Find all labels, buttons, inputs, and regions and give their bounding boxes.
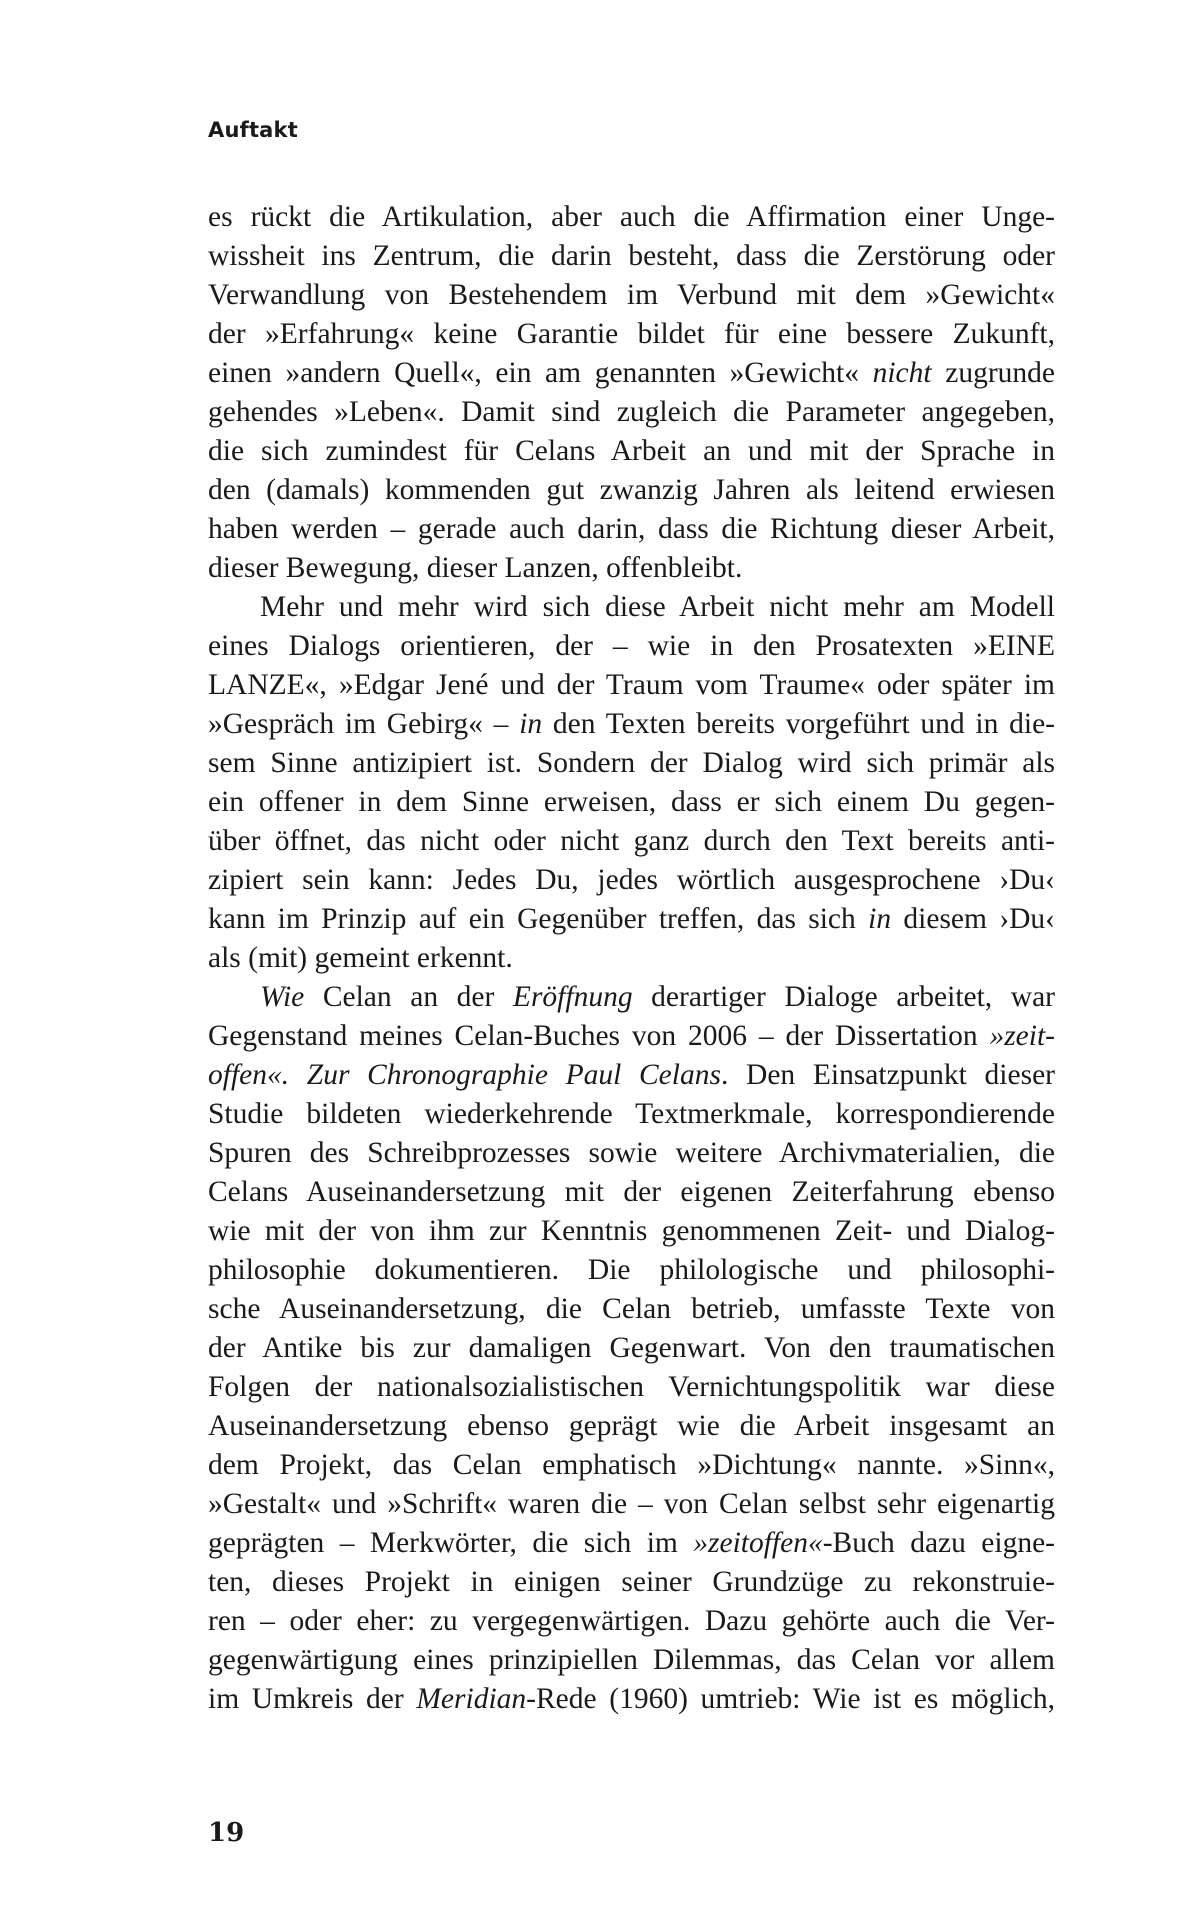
text-segment: über öffnet, das nicht oder nicht ganz durch den Text bereits anti-: [208, 825, 1055, 857]
text-segment: Verwandlung von Bestehendem im Verbund mit dem »Gewicht«: [208, 279, 1055, 311]
text-segment: gegenwärtigung eines prinzipiellen Dilemmas, das Celan vor allem: [208, 1644, 1055, 1676]
text-segment: Celan an der: [304, 981, 513, 1013]
text-line: [208, 1212, 1055, 1251]
text-segment: kann im Prinzip auf ein Gegenüber treffen, das sich: [208, 903, 869, 935]
italic-text: Meridian: [416, 1683, 527, 1715]
text-segment: ten, dieses Projekt in einigen seiner Grundzüge zu rekonstruie-: [208, 1566, 1055, 1598]
text-line: [208, 1446, 1055, 1485]
text-segment: philosophie dokumentieren. Die philologische und philosophi-: [208, 1254, 1055, 1286]
text-line: [208, 627, 1055, 666]
text-line: [208, 939, 1055, 978]
italic-text: offen«. Zur Chronographie Paul Celans: [208, 1059, 721, 1091]
text-segment: zugrunde: [931, 357, 1055, 389]
text-line: [208, 1095, 1055, 1134]
text-segment: ren – oder eher: zu vergegenwärtigen. Dazu gehörte auch die Ver-: [208, 1605, 1055, 1637]
italic-text: »zeitoffen«: [693, 1527, 823, 1559]
text-segment: den (damals) kommenden gut zwanzig Jahren als leitend erwiesen: [208, 474, 1055, 506]
text-line: [208, 1368, 1055, 1407]
text-segment: im Umkreis der: [208, 1683, 417, 1715]
text-segment: ein offener in dem Sinne erweisen, dass er sich einem Du gegen-: [208, 786, 1055, 818]
text-line: [208, 315, 1055, 354]
text-line: [208, 510, 1055, 549]
text-segment: Auseinandersetzung ebenso geprägt wie die Arbeit insgesamt an: [208, 1410, 1055, 1442]
text-segment: sem Sinne antizipiert ist. Sondern der Dialog wird sich primär als: [208, 747, 1055, 779]
body-text: [208, 198, 1055, 1719]
text-segment: einen »andern Quell«, ein am genannten »Gewicht«: [208, 357, 873, 389]
text-segment: Gegenstand meines Celan-Buches von 2006 – der Dissertation: [208, 1020, 990, 1052]
text-line: [208, 1485, 1055, 1524]
text-segment: Mehr und mehr wird sich diese Arbeit nicht mehr am Modell: [260, 591, 1055, 623]
text-segment: »Gespräch im Gebirg« –: [208, 708, 520, 740]
text-line: [208, 1329, 1055, 1368]
text-line: [208, 744, 1055, 783]
italic-text: nicht: [872, 357, 932, 389]
text-segment: -Rede (1960) umtrieb: Wie ist es möglich,: [526, 1683, 1055, 1715]
text-segment: geprägten – Merkwörter, die sich im: [208, 1527, 694, 1559]
text-line: [208, 1251, 1055, 1290]
text-segment: sche Auseinandersetzung, die Celan betrieb, umfasste Texte von: [208, 1293, 1055, 1325]
text-segment: die sich zumindest für Celans Arbeit an und mit der Sprache in: [208, 435, 1055, 467]
italic-text: Wie: [260, 981, 305, 1013]
text-line: [208, 666, 1055, 705]
text-segment: . Den Einsatzpunkt dieser: [720, 1059, 1055, 1091]
text-line: [208, 1017, 1055, 1056]
italic-text: in: [519, 708, 543, 740]
text-segment: gehendes »Leben«. Damit sind zugleich die Parameter angegeben,: [208, 396, 1055, 428]
text-line: [208, 1290, 1055, 1329]
text-segment: LANZE«, »Edgar Jené und der Traum vom Traume« oder später im: [208, 669, 1055, 701]
italic-text: in: [868, 903, 892, 935]
text-line: [208, 432, 1055, 471]
text-line: [208, 1056, 1055, 1095]
text-segment: es rückt die Artikulation, aber auch die Affirmation einer Unge-: [208, 201, 1055, 233]
text-segment: eines Dialogs orientieren, der – wie in den Prosatexten »EINE: [208, 630, 1055, 662]
text-segment: Studie bildeten wiederkehrende Textmerkmale, korrespondierende: [208, 1098, 1055, 1130]
text-segment: der Antike bis zur damaligen Gegenwart. Von den traumatischen: [208, 1332, 1055, 1364]
text-line: [208, 1680, 1055, 1719]
text-segment: dem Projekt, das Celan emphatisch »Dichtung« nannte. »Sinn«,: [208, 1449, 1055, 1481]
text-line: [208, 978, 1055, 1017]
text-line: [208, 588, 1055, 627]
text-segment: zipiert sein kann: Jedes Du, jedes wörtlich ausgesprochene ›Du‹: [208, 864, 1055, 896]
page-number: 19: [208, 1818, 245, 1848]
text-segment: Spuren des Schreibprozesses sowie weitere Archivmaterialien, die: [208, 1137, 1055, 1169]
text-line: [208, 861, 1055, 900]
text-line: [208, 783, 1055, 822]
text-line: [208, 822, 1055, 861]
text-segment: dieser Bewegung, dieser Lanzen, offenbleibt.: [208, 552, 743, 584]
text-line: [208, 354, 1055, 393]
text-segment: »Gestalt« und »Schrift« waren die – von Celan selbst sehr eigenartig: [208, 1488, 1055, 1520]
text-line: [208, 1407, 1055, 1446]
text-segment: haben werden – gerade auch darin, dass die Richtung dieser Arbeit,: [208, 513, 1055, 545]
text-line: [208, 900, 1055, 939]
text-segment: derartiger Dialoge arbeitet, war: [632, 981, 1055, 1013]
text-segment: den Texten bereits vorgeführt und in die-: [542, 708, 1055, 740]
text-line: [208, 1602, 1055, 1641]
text-line: [208, 1173, 1055, 1212]
text-segment: Folgen der nationalsozialistischen Vernichtungspolitik war diese: [208, 1371, 1055, 1403]
text-line: [208, 549, 1055, 588]
text-segment: -Buch dazu eigne-: [822, 1527, 1055, 1559]
italic-text: »zeit-: [989, 1020, 1055, 1052]
text-segment: wie mit der von ihm zur Kenntnis genommenen Zeit- und Dialog-: [208, 1215, 1055, 1247]
text-line: [208, 393, 1055, 432]
text-line: [208, 1563, 1055, 1602]
text-segment: Celans Auseinandersetzung mit der eigenen Zeiterfahrung ebenso: [208, 1176, 1055, 1208]
text-segment: als (mit) gemeint erkennt.: [208, 942, 513, 974]
text-segment: wissheit ins Zentrum, die darin besteht, dass die Zerstörung oder: [208, 240, 1055, 272]
text-segment: der »Erfahrung« keine Garantie bildet für eine bessere Zukunft,: [208, 318, 1055, 350]
text-line: [208, 276, 1055, 315]
text-line: [208, 1134, 1055, 1173]
text-line: [208, 198, 1055, 237]
text-line: [208, 471, 1055, 510]
text-line: [208, 1524, 1055, 1563]
text-segment: diesem ›Du‹: [891, 903, 1055, 935]
running-head: Auftakt: [208, 118, 298, 142]
text-line: [208, 705, 1055, 744]
text-line: [208, 1641, 1055, 1680]
text-line: [208, 237, 1055, 276]
italic-text: Eröffnung: [512, 981, 633, 1013]
